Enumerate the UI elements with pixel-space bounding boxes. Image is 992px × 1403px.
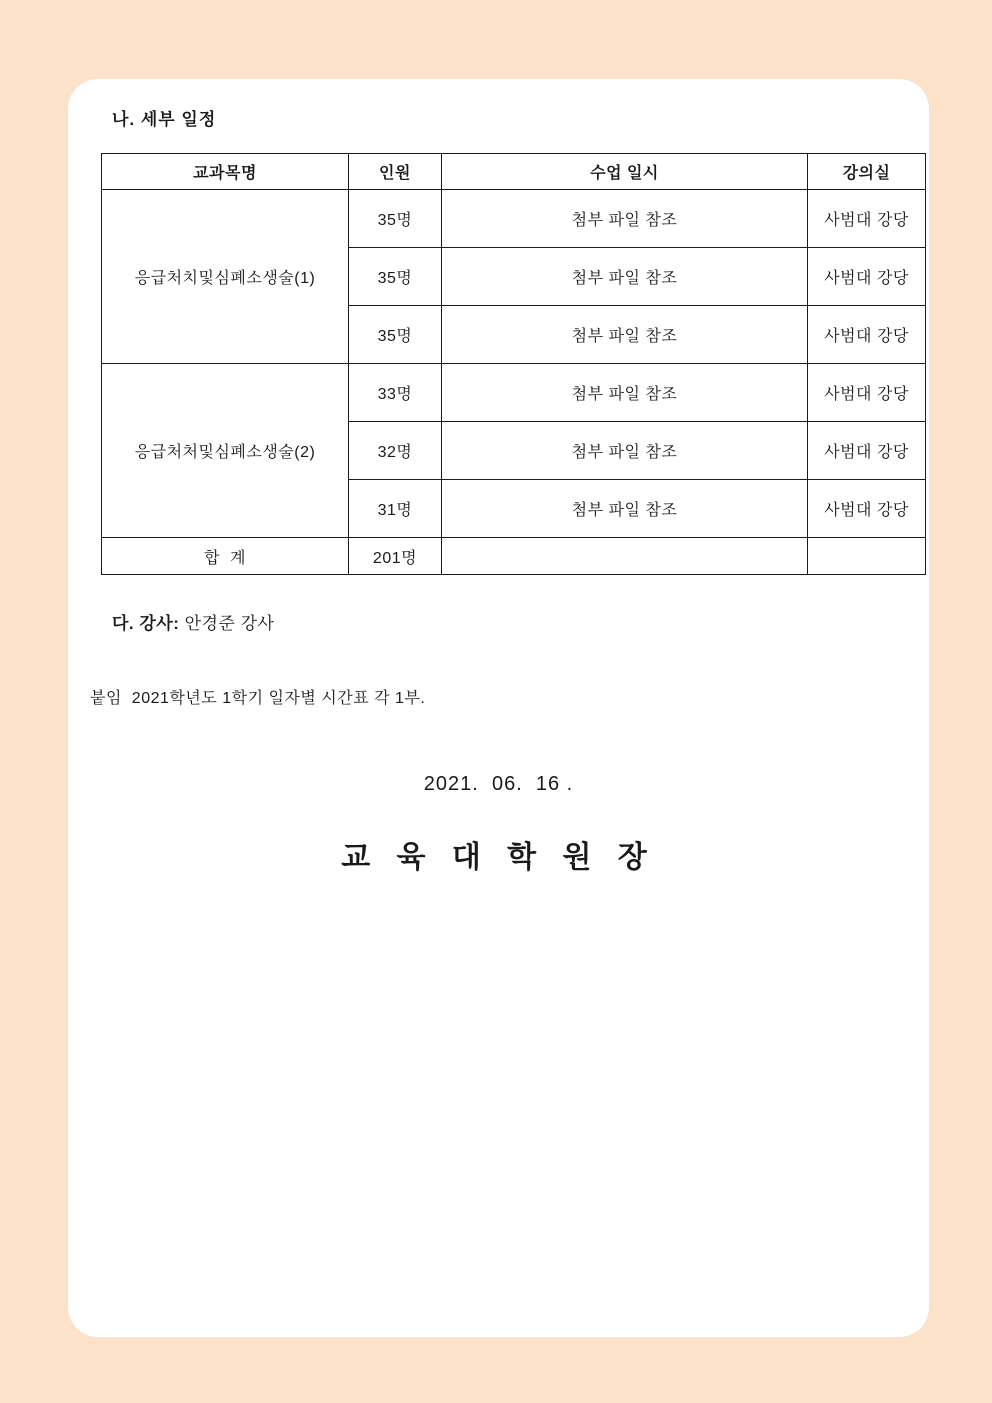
cell-total-count: 201명 xyxy=(349,538,442,575)
signature-title: 교 육 대 학 원 장 xyxy=(341,841,656,874)
schedule-table xyxy=(101,153,926,575)
cell-count: 32명 xyxy=(349,422,442,480)
section-c-instructor xyxy=(112,612,929,636)
document-page xyxy=(68,79,929,1337)
cell-room: 사범대 강당 xyxy=(808,422,926,480)
cell-schedule: 첨부 파일 참조 xyxy=(442,248,808,306)
cell-room: 사범대 강당 xyxy=(808,306,926,364)
cell-room: 사범대 강당 xyxy=(808,364,926,422)
cell-room: 사범대 강당 xyxy=(808,190,926,248)
cell-course: 응급처처및심폐소생술(2) xyxy=(102,364,349,538)
cell-room: 사범대 강당 xyxy=(808,480,926,538)
cell-room: 사범대 강당 xyxy=(808,248,926,306)
table-row xyxy=(102,364,926,422)
header-room: 강의실 xyxy=(808,154,926,190)
attachment-note: 붙임 2021학년도 1학기 일자별 시간표 각 1부. xyxy=(90,690,426,707)
cell-count: 35명 xyxy=(349,306,442,364)
cell-total-label: 합 계 xyxy=(102,538,349,575)
table-total-row xyxy=(102,538,926,575)
instructor-value: 안경준 강사 xyxy=(184,614,275,633)
cell-schedule: 첨부 파일 참조 xyxy=(442,422,808,480)
header-count: 인원 xyxy=(349,154,442,190)
cell-schedule: 첨부 파일 참조 xyxy=(442,480,808,538)
cell-total-schedule-empty xyxy=(442,538,808,575)
header-course: 교과목명 xyxy=(102,154,349,190)
cell-count: 35명 xyxy=(349,190,442,248)
instructor-label: 다. 강사: xyxy=(112,614,180,633)
section-b-title: 나. 세부 일정 xyxy=(112,110,217,129)
table-row xyxy=(102,190,926,248)
cell-count: 33명 xyxy=(349,364,442,422)
header-schedule: 수업 일시 xyxy=(442,154,808,190)
cell-schedule: 첨부 파일 참조 xyxy=(442,190,808,248)
cell-count: 31명 xyxy=(349,480,442,538)
cell-total-room-empty xyxy=(808,538,926,575)
document-date: 2021. 06. 16 . xyxy=(423,773,574,795)
table-header-row xyxy=(102,154,926,190)
cell-schedule: 첨부 파일 참조 xyxy=(442,306,808,364)
cell-schedule: 첨부 파일 참조 xyxy=(442,364,808,422)
cell-count: 35명 xyxy=(349,248,442,306)
cell-course: 응급처치및심폐소생술(1) xyxy=(102,190,349,364)
